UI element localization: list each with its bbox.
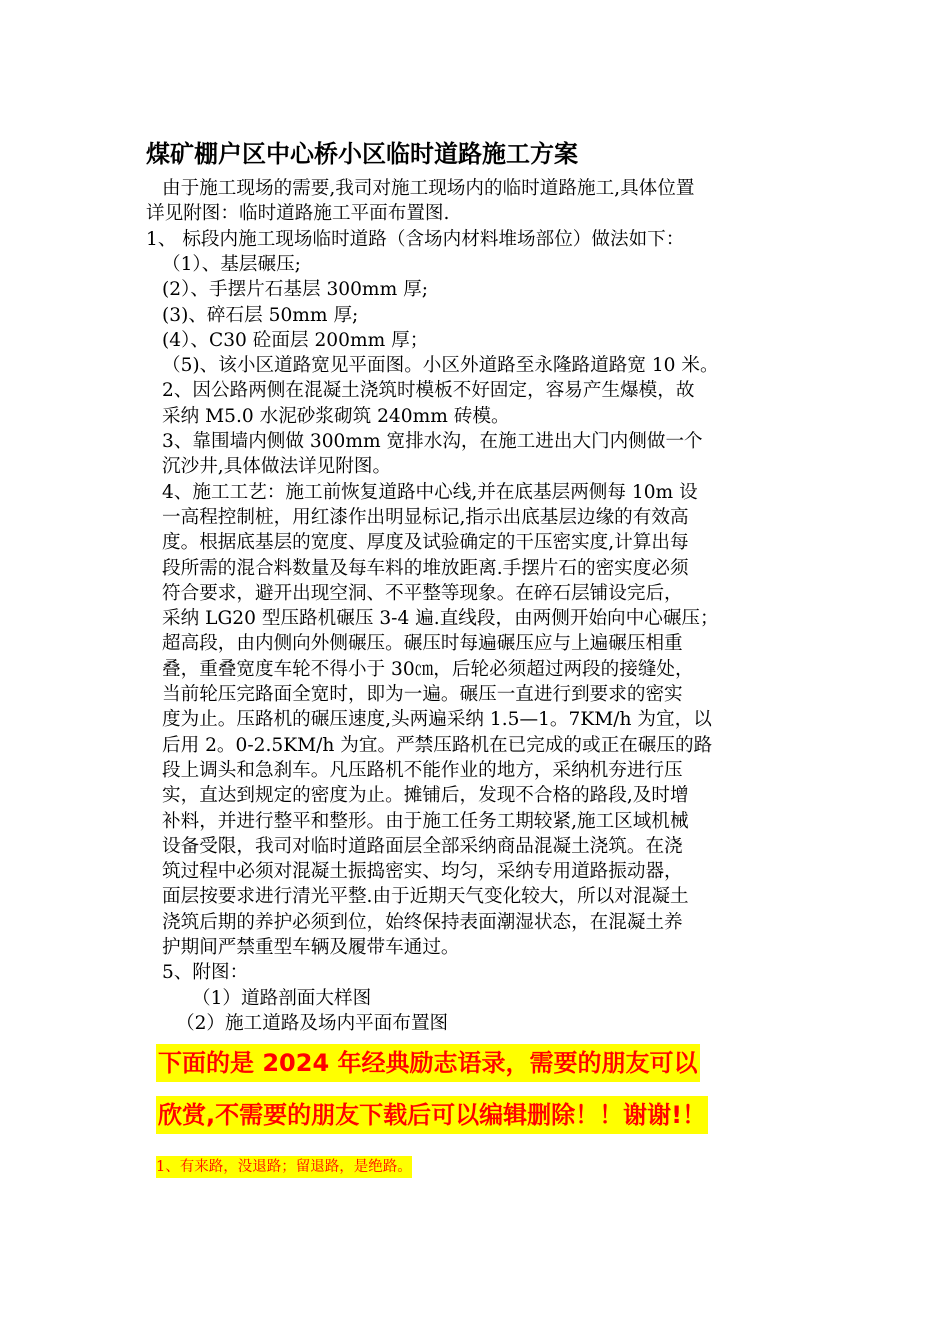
body-line: 度。根据底基层的宽度、厚度及试验确定的干压密实度,计算出每 <box>162 532 689 554</box>
body-line: 详见附图：临时道路施工平面布置图. <box>146 203 450 225</box>
body-line: 设备受限，我司对临时道路面层全部采纳商品混凝土浇筑。在浇 <box>162 835 683 857</box>
document-title: 煤矿棚户区中心桥小区临时道路施工方案 <box>146 140 578 168</box>
body-line: 3、靠围墙内侧做 300mm 宽排水沟，在施工进出大门内侧做一个 <box>162 431 703 452</box>
body-line: 4、施工工艺：施工前恢复道路中心线,并在底基层两侧每 10m 设 <box>162 481 698 503</box>
body-line: (3)、碎石层 50mm 厚; <box>162 304 359 326</box>
body-line: 当前轮压完路面全宽时，即为一遍。碾压一直进行到要求的密实 <box>162 684 683 705</box>
body-line: 一高程控制桩，用红漆作出明显标记,指示出底基层边缘的有效高 <box>162 506 689 528</box>
body-line: 度为止。压路机的碾压速度,头两遍采纳 1.5—1。7KM/h 为宜，以 <box>162 709 712 731</box>
body-line: 沉沙井,具体做法详见附图。 <box>162 456 392 478</box>
body-line: 采纳 M5.0 水泥砂浆砌筑 240mm 砖模。 <box>162 405 510 427</box>
body-line: 段所需的混合料数量及每车料的堆放距离.手摆片石的密实度必须 <box>162 557 689 579</box>
body-line: 面层按要求进行清光平整.由于近期天气变化较大，所以对混凝土 <box>162 886 689 908</box>
body-line: 筑过程中必须对混凝土振捣密实、均匀，采纳专用道路振动器， <box>162 861 683 883</box>
body-line: （1）、基层碾压; <box>162 253 301 275</box>
body-line: 5、附图： <box>162 962 249 984</box>
body-line: 补料，并进行整平和整形。由于施工任务工期较紧,施工区域机械 <box>162 810 689 832</box>
body-line: 实，直达到规定的密度为止。摊铺后，发现不合格的路段,及时增 <box>162 785 689 807</box>
body-line: (4）、C30 砼面层 200mm 厚； <box>162 329 429 351</box>
body-line: 护期间严禁重型车辆及履带车通过。 <box>162 937 460 958</box>
promo-heading-line-2: 欣赏,不需要的朋友下载后可以编辑删除！！谢谢!！ <box>156 1096 708 1134</box>
body-line: 2、因公路两侧在混凝土浇筑时模板不好固定，容易产生爆模，故 <box>162 380 695 402</box>
body-line: 1、 标段内施工现场临时道路（含场内材料堆场部位）做法如下： <box>146 228 685 250</box>
quote-item: 1、有来路，没退路；留退路，是绝路。 <box>156 1156 412 1178</box>
body-line: 采纳 LG20 型压路机碾压 3-4 遍.直线段，由两侧开始向中心碾压； <box>162 608 719 630</box>
body-line: （2）施工道路及场内平面布置图 <box>176 1012 449 1034</box>
promo-heading-line-1: 下面的是 2024 年经典励志语录，需要的朋友可以 <box>156 1044 700 1082</box>
body-line: 超高段，由内侧向外侧碾压。碾压时每遍碾压应与上遍碾压相重 <box>162 633 683 655</box>
body-line: 叠，重叠宽度车轮不得小于 30㎝，后轮必须超过两段的接缝处， <box>162 658 694 680</box>
body-line: (2）、手摆片石基层 300mm 厚; <box>162 279 428 301</box>
body-line: 浇筑后期的养护必须到位，始终保持表面潮湿状态，在混凝土养 <box>162 911 683 933</box>
body-line: （1）道路剖面大样图 <box>192 987 372 1009</box>
body-line: （5)、该小区道路宽见平面图。小区外道路至永隆路道路宽 10 米。 <box>162 355 719 377</box>
body-line: 后用 2。0-2.5KM/h 为宜。严禁压路机在已完成的或正在碾压的路 <box>162 734 713 756</box>
body-line: 由于施工现场的需要,我司对施工现场内的临时道路施工,具体位置 <box>162 178 695 199</box>
body-line: 符合要求，避开出现空洞、不平整等现象。在碎石层铺设完后， <box>162 582 683 604</box>
body-line: 段上调头和急刹车。凡压路机不能作业的地方，采纳机夯进行压 <box>162 759 683 781</box>
